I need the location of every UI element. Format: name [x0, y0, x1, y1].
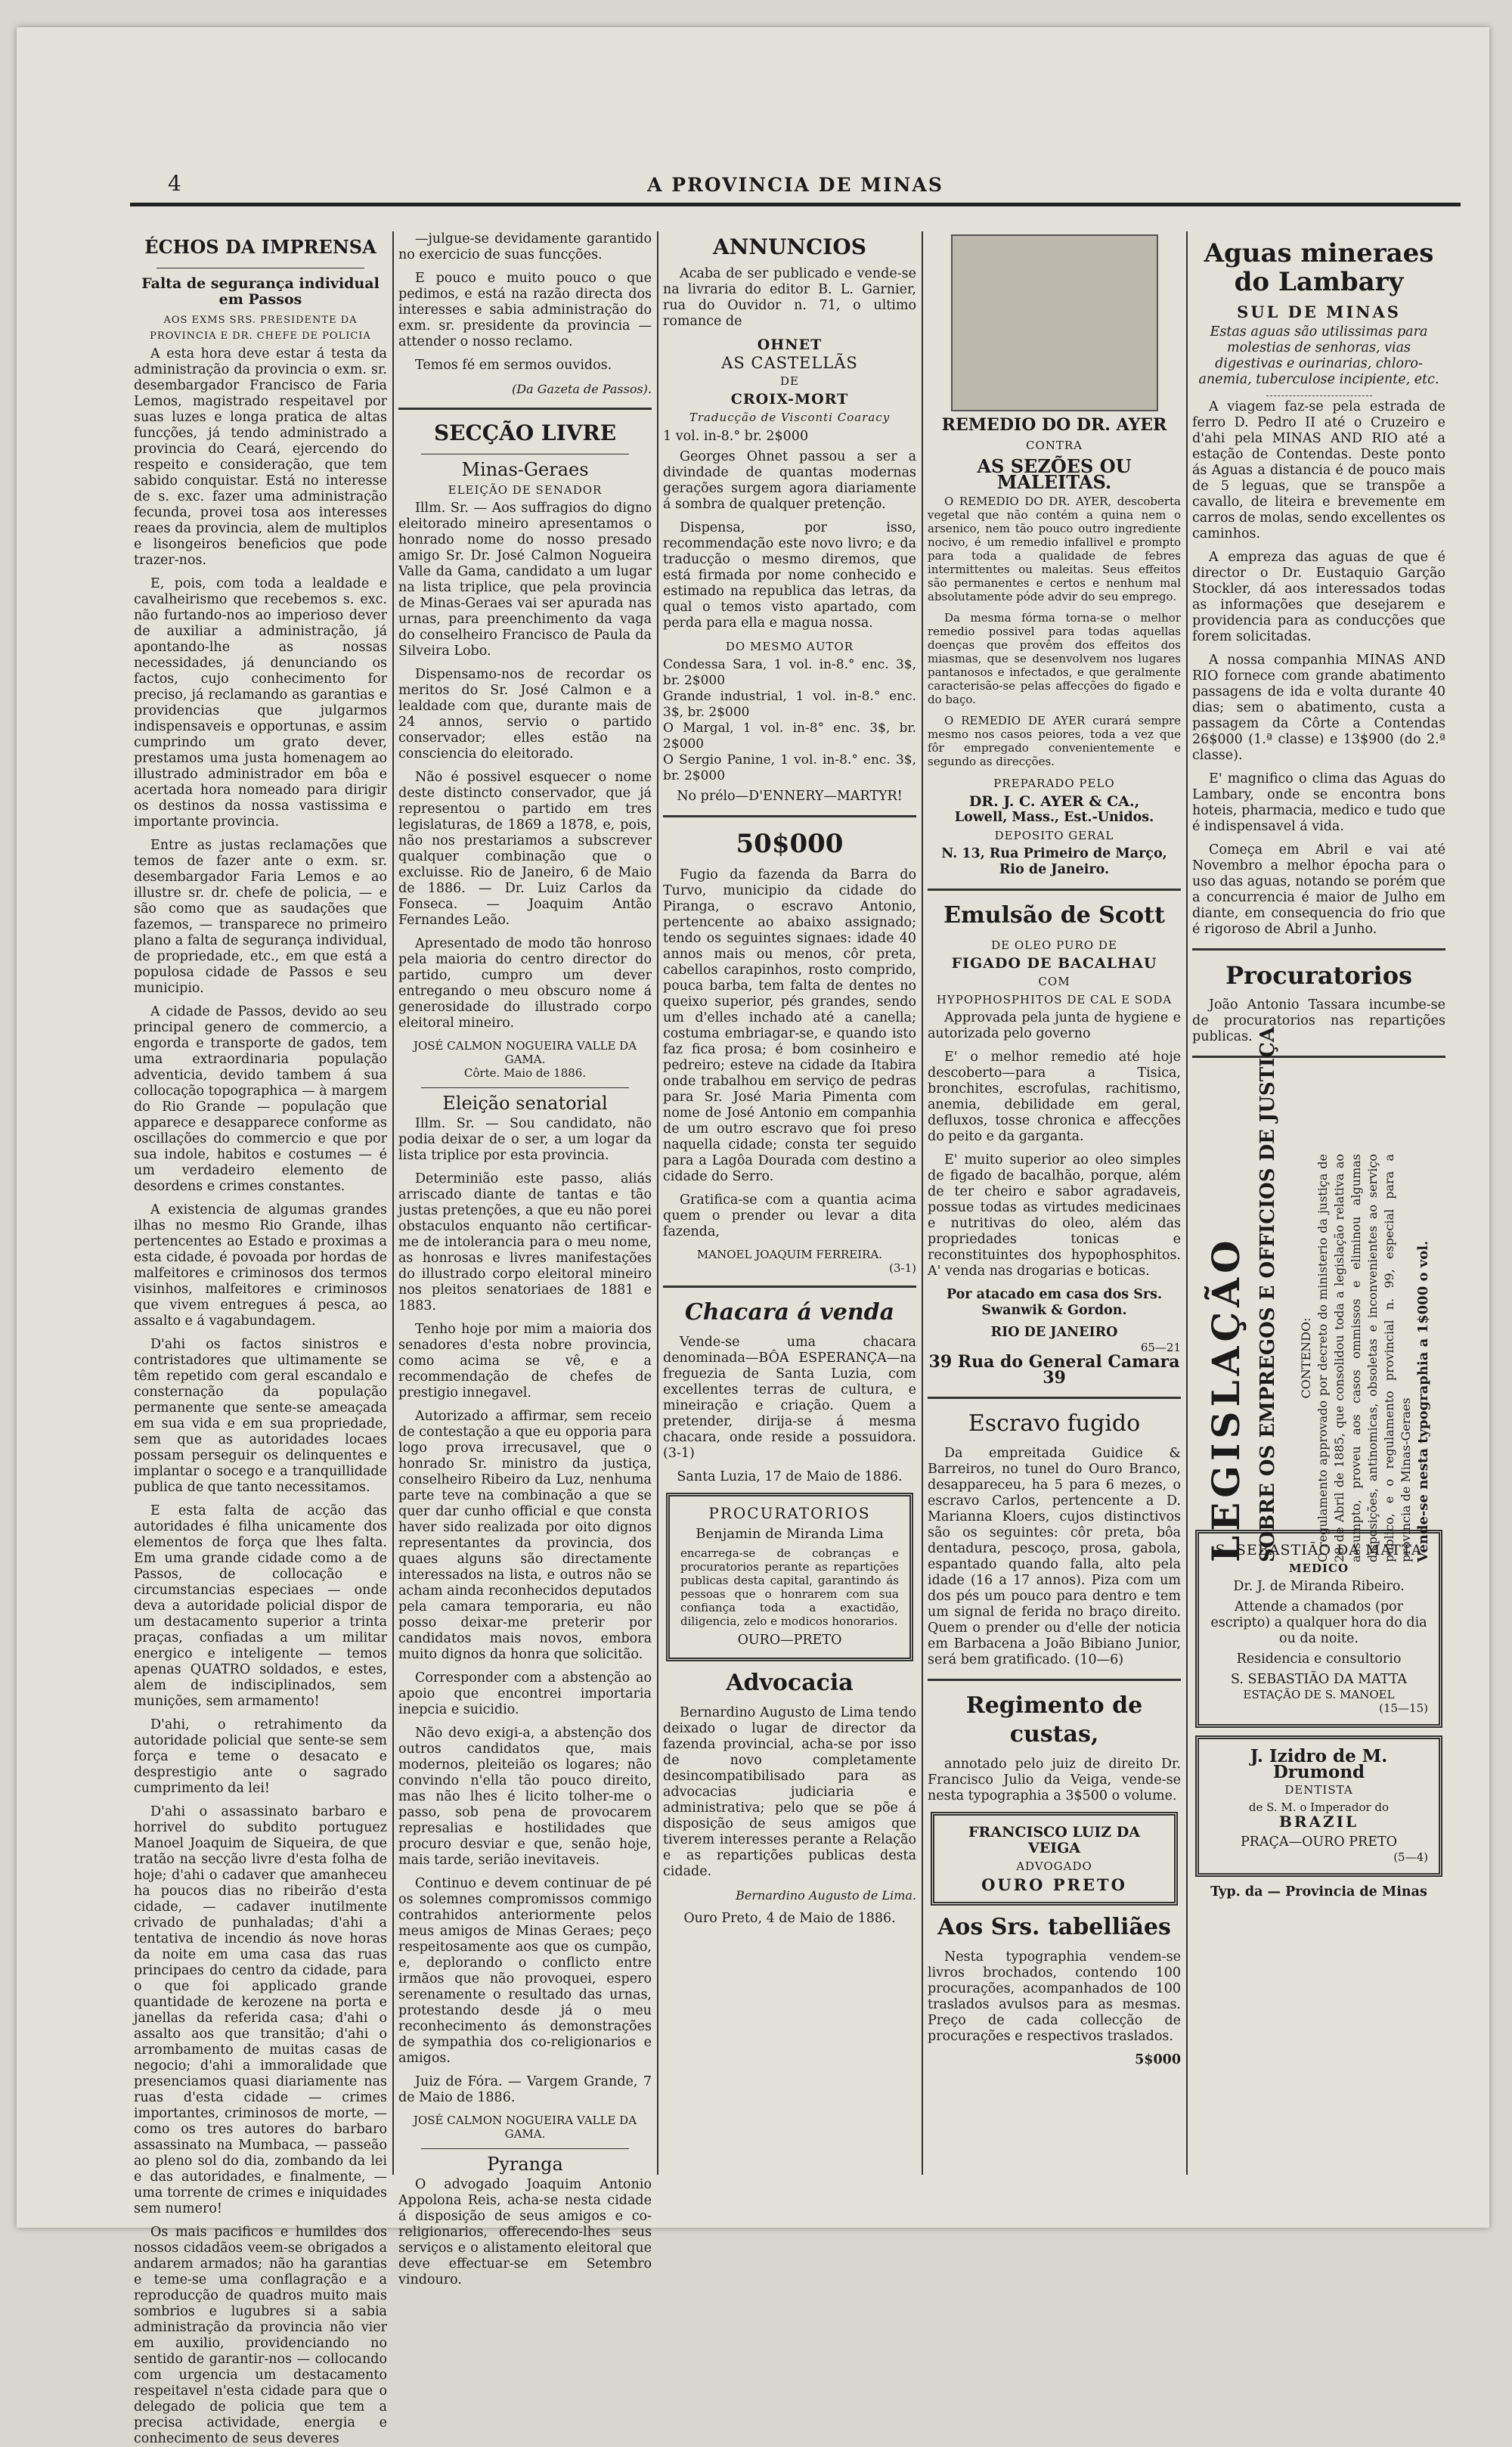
paragraph: Fugio da fazenda da Barra do Turvo, municipio da cidade do Piranga, o escravo Antonio, pertencente ao abaixo assignado; tendo os seguintes signaes: idade 40 annos mais ou menos, côr preta, cabellos carapinhos, rosto comprido, pouca barba, tem falta de dentes no queixo superior, pés grandes, sendo um d'elles inchado até a canella; costuma embriagar-se, e quando isto faz fica prosa; é bom cosinheiro e pedreiro; esteve na cidade da Itabira onde trabalhou em serviço de pedras para Sr. José Maria Pimenta com nome de José Antonio em companhia de um outro escravo que foi preso naquella cidade; consta ter seguido para a Lagôa Dourada com destino a cidade do Serro. — [663, 867, 916, 1184]
same-author-label: DO MESMO AUTOR — [725, 640, 854, 653]
advocacia-text: Bernardino Augusto de Lima tendo deixado o lugar de director da fazenda provincial, acha-se por isso de novo completamente desincompatibilisado para as advocacias judiciaria e administrativa; pelo que se põe á disposição de seus amigos que tiverem interesses perante a Relação e as repartições publicas desta cidade. — [663, 1705, 916, 1879]
scott-title: Emulsão de Scott — [943, 902, 1165, 929]
ayer-illustration — [951, 234, 1158, 411]
paragraph: A viagem faz-se pela estrada de ferro D. Pedro II até o Cruzeiro e d'ahi pela MINAS AND RIO até a estação de Contendas. Deste ponto ás Aguas a distancia é de pouco mais de 5 leguas, que se transpõe a cavallo, de liteira e brevemente em carros de molas, sendo excellentes os caminhos. — [1192, 399, 1445, 541]
eleicao-senatorial-title: Eleição senatorial — [442, 1093, 608, 1114]
paragraph: Determinião este passo, aliás arriscado diante de tantas e tão justas pretenções, a que eu não porei obstaculos enquanto não certificar-me de intolerancia para o meu nome, as honrosas e livres manifestações do illustrado corpo eleitoral mineiro nos pleitos senatoriaes de 1881 e 1883. — [398, 1171, 652, 1313]
legislacao-body: O regulamento approvado por decreto do ministerio da justiça de 28 de Abril de 1885, que consolidou toda a legislação relativa ao assumpto, proveu aos casos ommissos e eliminou algumas disposições, antinomicas, obsoletas e inconvenientes ao serviço publico, e o regulamento provincial n. 99, especial para a provincia de Minas-Geraes — [1315, 1154, 1413, 1562]
scott-wholesale: Por atacado em casa dos Srs. Swanwik & Gordon. — [946, 1287, 1163, 1318]
paragraph: O REMEDIO DE AYER curará sempre mesmo nos casos peiores, toda a vez que fôr empregado convenientemente e segundo as direcções. — [928, 714, 1181, 768]
newspaper-page — [17, 27, 1489, 2446]
matta-residence: Residencia e consultorio — [1236, 1651, 1402, 1667]
ayer-deposit: N. 13, Rua Primeiro de Março, Rio de Janeiro. — [941, 846, 1167, 877]
scott-com: COM — [1038, 975, 1070, 988]
regimento-title: Regimento de custas, — [965, 1692, 1143, 1748]
newspaper-title: A PROVINCIA DE MINAS — [647, 174, 943, 196]
paragraph: Illm. Sr. — Sou candidato, não podia deixar de o ser, a um logar da lista triplice por esta provincia. — [398, 1116, 652, 1163]
minas-geraes-title: Minas-Geraes — [461, 459, 589, 480]
matta-doctor: Dr. J. de Miranda Ribeiro. — [1233, 1579, 1405, 1594]
no-prelo: No prélo—D'ENNERY—MARTYR! — [677, 789, 903, 804]
paragraph: Dispensa, por isso, recommendação este novo livro; e da traducção o mesmo diremos, que está firmada por nome conhecido e estimado na republica das letras, da qual o temos visto apartado, com perda para ella e magua nossa. — [663, 520, 916, 631]
drumond-name: J. Izidro de M. Drumond — [1250, 1746, 1388, 1782]
divider — [1192, 1056, 1445, 1058]
regimento-text: annotado pelo juiz de direito Dr. Francisco Julio da Veiga, vende-se nesta typographia a 3$500 o volume. — [928, 1757, 1181, 1803]
paragraph: Entre as justas reclamações que temos de fazer ante o exm. sr. desembargador Faria Lemos e ao illustre sr. dr. chefe de policia, — e são como que as saudações que fazemos, — transparece no primeiro plano a falta de segurança individual, de propriedade, etc., em que está a populosa cidade de Passos e seu municipio. — [134, 838, 387, 996]
paragraph: Tenho hoje por mim a maioria dos senadores d'esta nobre provincia, como acima se vê, e a recommendação de chefes de prestigio innegavel. — [398, 1322, 652, 1400]
paragraph: A empreza das aguas de que é director o Dr. Eustaquio Garção Stockler, dá aos interessados todas as informações que desejarem e providencia para as conducções que forem solicitadas. — [1192, 550, 1445, 644]
book-price: 1 vol. in-8.° br. 2$000 — [663, 429, 809, 444]
paragraph: D'ahi os factos sinistros e contristadores que ultimamente se têm repetido com geral escandalo e consternação da população permanente que sente-se ameaçada em sua vida e em sua propriedade, sem que as autoridades locaes possam perseguir os delinquentes e implantar o socego e a tranquillidade publica de que tanto necessitamos. — [134, 1337, 387, 1495]
paragraph: Illm. Sr. — Aos suffragios do digno eleitorado mineiro apresentamos o honrado nome do nosso presado amigo Sr. Dr. José Calmon Nogueira Valle da Gama, candidato a um lugar na lista triplice, que pela provincia de Minas-Geraes vai ser apurada nas urnas, para preenchimento da vaga do conselheiro Francisco de Paula da Silveira Lobo. — [398, 501, 652, 659]
matta-code: (15—15) — [1379, 1701, 1428, 1715]
tabelliaes-price: 5$000 — [1135, 2052, 1181, 2067]
divider — [663, 815, 916, 817]
legislacao-contendo: CONTENDO: — [1299, 1317, 1313, 1399]
escravo-text: Da empreitada Guidice & Barreiros, no tunel do Ouro Branco, desappareceu, ha 5 para 6 mezes, o escravo Carlos, pertencente a D. Marianna Kloers, cujos distinctivos são os seguintes: côr preta, bôa dentadura, pescoço, prosa, gabola, espantado quando falla, alto pela idade (16 a 17 annos). Piza com um dos pés um pouco para dentro e tem um signal de ferida no braço direito. Quem o prender ou d'elle der noticia em Barbacena a João Bibiano Junior, será bem gratificado. (10—6) — [928, 1446, 1181, 1667]
ayer-body — [928, 495, 1181, 768]
veiga-role: ADVOGADO — [1016, 1859, 1092, 1873]
reward-title: 50$000 — [736, 829, 844, 859]
article-body — [134, 346, 387, 2447]
translator: Traducção de Visconti Coaracy — [689, 411, 891, 424]
divider — [1192, 948, 1445, 951]
scott-figado: FIGADO DE BACALHAU — [951, 955, 1157, 972]
lambary-subtitle: SUL DE MINAS — [1237, 302, 1401, 321]
annuncios-heading: ANNUNCIOS — [713, 234, 866, 259]
procuratorios-box-place: OURO—PRETO — [737, 1633, 842, 1648]
paragraph: Temos fé em sermos ouvidos. — [415, 358, 612, 373]
column-secao-livre — [398, 231, 652, 2287]
drumond-place: PRAÇA—OURO PRETO — [1240, 1834, 1398, 1850]
pyranga-title: Pyranga — [487, 2154, 563, 2175]
masthead-rule — [130, 203, 1461, 206]
paragraph: E' muito superior ao oleo simples de figado de bacalhão, porque, além de ter cheiro e sabor agradaveis, possue todas as virtudes medicinaes e nutritivas do oleo, além das propriedades tonicas e reconstituintes dos hypophosphitos. A' venda nas drogarias e boticas. — [928, 1152, 1181, 1279]
senatorial-signature: JOSÉ CALMON NOGUEIRA VALLE DA GAMA. — [413, 2114, 637, 2141]
legislacao-subtitle: SOBRE OS EMPREGOS E OFFICIOS DE JUSTIÇA — [1256, 1026, 1279, 1562]
matta-station: ESTAÇÃO DE S. MANOEL — [1243, 1688, 1395, 1701]
matta-medico: MEDICO — [1288, 1562, 1349, 1575]
procuratorios-title: Procuratorios — [1225, 961, 1413, 990]
matta-text: Attende a chamados (por escripto) a qualquer hora do dia ou da noite. — [1210, 1599, 1427, 1646]
chacara-date: Santa Luzia, 17 de Maio de 1886. — [677, 1469, 903, 1484]
scott-de-oleo: DE OLEO PURO DE — [991, 938, 1117, 952]
column-divider — [922, 231, 923, 2175]
paragraph: E pouco e muito pouco o que pedimos, e está na razão directa dos interesses e sabia administração do exm. sr. presidente da provincia — attender o nosso reclamo. — [398, 271, 652, 349]
advocacia-date: Ouro Preto, 4 de Maio de 1886. — [683, 1911, 896, 1926]
divider — [421, 2148, 629, 2149]
paragraph: Approvada pela junta de hygiene e autorizada pelo governo — [928, 1010, 1181, 1041]
minas-date: Côrte. Maio de 1886. — [463, 1066, 587, 1080]
paragraph: Grande industrial, 1 vol. in-8.° enc. 3$, br. 2$000 — [663, 689, 916, 720]
author-name: OHNET — [757, 337, 823, 353]
veiga-place: OURO PRETO — [981, 1875, 1127, 1894]
garnier-text: Acaba de ser publicado e vende-se na livraria do editor B. L. Garnier, rua do Ouvidor n. 71, o ultimo romance de — [663, 266, 916, 329]
veiga-box — [931, 1812, 1178, 1906]
paragraph: O Sergio Panine, 1 vol. in-8.° enc. 3$, br. 2$000 — [663, 752, 916, 783]
legislacao-title: LEGISLAÇÃO — [1204, 1236, 1248, 1562]
divider — [663, 1286, 916, 1288]
advocacia-title: Advocacia — [726, 1670, 854, 1696]
ayer-location: Lowell, Mass., Est.-Unidos. — [954, 810, 1154, 825]
lambary-body — [1192, 399, 1445, 938]
paragraph: Começa em Abril e vai até Novembro a melhor épocha para o uso das aguas, notando se porém que a concurrencia é maior de Julho em diante, em consequencia do frio que é rigoroso de Abril a Junho. — [1192, 842, 1445, 937]
scott-city: RIO DE JANEIRO — [990, 1325, 1118, 1340]
paragraph: Georges Ohnet passou a ser a divindade de quantas modernas gerações surgem agora diariamente á sombra de qualquer pretenção. — [663, 449, 916, 512]
book-de: DE — [780, 374, 799, 388]
chacara-title: Chacara á venda — [684, 1299, 895, 1326]
paragraph: E' o melhor remedio até hoje descoberto—para a Tisica, bronchites, escrofulas, rachitismo, anemia, debilidade em geral, defluxos, tosse chronica e affecções do peito e da garganta. — [928, 1050, 1181, 1144]
divider — [421, 1087, 629, 1088]
divider — [928, 1397, 1181, 1399]
paragraph: D'ahi, o retrahimento da autoridade policial que sente-se sem força e teme o desacato e desprestigio ante o sagrado cumprimento da lei! — [134, 1717, 387, 1796]
legislacao-price: Vende-se nesta typographia a 1$000 o vol. — [1415, 1240, 1431, 1562]
paragraph: E, pois, com toda a lealdade e cavalheirismo que recebemos s. exc. não furtando-nos ao imperioso dever de auxiliar a administração, já apontando-lhe as nossas necessidades, já denunciando os factos, cujo conhecimento for preciso, já reclamando as garantias e providencias que julgarmos indispensaveis e opportunas, e assim cumprindo um grato dever, prestamos uma justa homenagem ao illustrado administrador em bôa e acertada hora nomeado para dirigir os destinos da nossa vastissima e importante provincia. — [134, 576, 387, 830]
paragraph: D'ahi o assassinato barbaro e horrivel do subdito portuguez Manoel Joaquim de Siqueira, de que tratão na secção livre d'esta folha de hoje; d'ahi o cadaver que amanheceu ha poucos dias no ribeirão d'esta cidade, — cadaver inutilmente crivado de punhaladas; d'ahi a tentativa de incendio ás nove horas da noite em uma casa das ruas principaes do centro da cidade, para o que foi applicado grande quantidade de kerozene na porta e janellas da referida casa; d'ahi o assalto aos que transitão; d'ahi o arrombamento de muitas casas de negocio; d'ahi a immoralidade que presenciamos quasi diariamente nas ruas d'esta cidade — crimes importantes, criminosos de morte, — como os tres autores do barbaro assassinato na Mumbaca, — passeão ao pleno sol do dia, zombando da lei e das autoridades, e finalmente, — uma torrente de crimes e iniquidades sem numero! — [134, 1804, 387, 2216]
secao-livre-heading: SECÇÃO LIVRE — [433, 420, 617, 445]
paragraph: A esta hora deve estar á testa da administração da provincia o exm. sr. desembargador Francisco de Faria Lemos, magistrado respeitavel por suas luzes e longa pratica de altas funcções, já tendo administrado a provincia do Ceará, ejercendo do respeito e consideração, que tem sabido conquistar. Está no interesse de s. exc. fazer uma administração fecunda, provei tosa aos interesses reaes da provincia, alem de multiplos e lisongeiros beneficios que pode trazer-nos. — [134, 346, 387, 568]
senatorial-body — [398, 1116, 652, 2067]
column-divider — [392, 231, 394, 2175]
ayer-subtitle: AS SEZÕES OU MALEITAS. — [977, 455, 1132, 493]
veiga-name: FRANCISCO LUIZ DA VEIGA — [968, 1824, 1140, 1856]
paragraph: E esta falta de acção das autoridades é filha unicamente dos elementos de força que lhes falta. Em uma grande cidade como a de Passos, de collocação e circumstancias especiaes — onde deva a autoridade policial dispor de um destacamento superior a trinta praças, confiadas a um militar energico e inteligente — temos apenas QUATRO soldados, e estes, alem de indisciplinados, sem munições, sem armamento! — [134, 1503, 387, 1709]
paragraph: A cidade de Passos, devido ao seu principal genero de commercio, a engorda e transporte de gados, tem uma extraordinaria população adventicia, devido tambem á sua collocação topographica — à margem do Rio Grande — população que apparece e desapparece conforme as oscillações do commercio e que por sua indole, habitos e costumes — é um verdadeiro elemento de desordens e crimes constantes. — [134, 1004, 387, 1194]
paragraph: Autorizado a affirmar, sem receio de contestação a que eu opporia para logo prova irrecusavel, que o honrado Sr. ministro da justiça, conselheiro Ribeiro da Luz, nenhuma parte teve na combinação a que se quer dar cunho official e que consta haver sido realizada por oito dignos representantes da provincia, dos quaes alguns são directamente interessados na lista, e outros não se acham ainda reconhecidos deputados pela camara temporaria, eu não posso deixar-me preterir por candidatos mais novos, embora muito dignos da honra que solicitão. — [398, 1409, 652, 1662]
divider — [398, 408, 652, 410]
paragraph: Não é possivel esquecer o nome deste distincto conservador, que já representou o partido em tres legislaturas, de 1869 a 1878, e, pois, não nos prestariamos a subscrever qualquer combinação que o excluisse. Rio de Janeiro, 6 de Maio de 1886. — Dr. Luiz Carlos da Fonseca. — Joaquim Antão Fernandes Leão. — [398, 770, 652, 928]
intro-text — [398, 231, 652, 374]
column-divider — [657, 231, 658, 2175]
legislacao-ad — [1204, 1026, 1445, 1593]
senatorial-place: Juiz de Fóra. — Vargem Grande, 7 de Maio de 1886. — [398, 2074, 652, 2105]
procuratorios-box-title: PROCURATORIOS — [708, 1504, 871, 1522]
drumond-code: (5—4) — [1393, 1850, 1428, 1864]
drumond-of: de S. M. o Imperador do — [1248, 1800, 1390, 1814]
article-title: Falta de segurança individual em Passos — [141, 275, 380, 308]
paragraph: Da mesma fórma torna-se o melhor remedio possivel para todas aquellas doenças que provêm dos effeitos dos miasmas, que se desenvolvem nos lugares pantanosos e infectados, e que geralmente caracterisão-se pelas affecções do figado e do baço. — [928, 611, 1181, 706]
paragraph: A existencia de algumas grandes ilhas no mesmo Rio Grande, ilhas pertencentes ao Estado e proximas a esta cidade, é povoada por hordas de malfeitores e criminosos dos termos visinhos, malfeitores e criminosos que vivem entregues á pesca, ao assalto e á vagabundagem. — [134, 1202, 387, 1329]
drumond-country: BRAZIL — [1278, 1813, 1359, 1831]
book-title: AS CASTELLÃS — [721, 354, 858, 372]
matta-title: S. SEBASTIÃO DA MATTA — [1215, 1542, 1423, 1558]
minas-signature: JOSÉ CALMON NOGUEIRA VALLE DA GAMA. — [413, 1039, 637, 1066]
printer-footer: Typ. da — Provincia de Minas — [1210, 1884, 1427, 1900]
tabelliaes-text: Nesta typographia vendem-se livros brochados, contendo 100 procurações, acompanhados de 100 traslados avulsos para as mesmas. Preço de cada collecção de procurações e respectivos traslados. — [928, 1949, 1181, 2044]
ayer-company: DR. J. C. AYER & CA., — [968, 793, 1140, 810]
ayer-title: REMEDIO DO DR. AYER — [941, 415, 1167, 435]
book-list — [663, 657, 916, 784]
paragraph: Apresentado de modo tão honroso pela maioria do centro director do partido, cumpro um dever entregando o meu obscuro nome á generosidade do illustrado corpo eleitoral mineiro. — [398, 936, 652, 1031]
paragraph: A nossa companhia MINAS AND RIO fornece com grande abatimento passagens de ida e volta durante 40 dias; sem o abatimento, custa a passagem da Côrte a Contendas 26$000 (1.ª classe) e 13$900 (do 2.ª classe). — [1192, 653, 1445, 763]
scott-address: 39 Rua do General Camara 39 — [928, 1352, 1180, 1388]
fugitive-body — [663, 867, 916, 1240]
source-citation: (Da Gazeta de Passos). — [512, 382, 652, 396]
column-advertisements — [928, 231, 1181, 2175]
divider — [1266, 395, 1372, 396]
escravo-title: Escravo fugido — [968, 1410, 1141, 1437]
chacara-text: Vende-se uma chacara denominada—BÔA ESPERANÇA—na freguezia de Santa Luzia, com excellentes terras de cultura, e mineiração e criação. Quem a pretender, dirija-se á mesma chacara, onde reside a possuidora. (3-1) — [663, 1335, 916, 1461]
divider — [928, 889, 1181, 891]
ayer-deposit-label: DEPOSITO GERAL — [994, 829, 1114, 842]
advocacia-signature: Bernardino Augusto de Lima. — [736, 1888, 916, 1903]
procuratorios-text: João Antonio Tassara incumbe-se de procuratorios nas repartições publicas. — [1192, 997, 1445, 1044]
column-divider — [1186, 231, 1188, 2175]
divider — [928, 1679, 1181, 1681]
eleicao-subtitle: ELEIÇÃO DE SENADOR — [448, 483, 603, 497]
matta-place: S. SEBASTIÃO DA MATTA — [1230, 1672, 1408, 1687]
paragraph: O Margal, 1 vol. in-8° enc. 3$, br. 2$000 — [663, 721, 916, 752]
fugitive-code: (3-1) — [889, 1261, 916, 1275]
masthead — [130, 163, 1461, 209]
paragraph: Dispensamo-nos de recordar os meritos do Sr. José Calmon e a lealdade com que, durante mais de 24 annos, servio o partido conservador; elles estão na consciencia do eleitorado. — [398, 667, 652, 761]
echos-heading: ÉCHOS DA IMPRENSA — [144, 236, 376, 258]
paragraph: O REMEDIO DO DR. AYER, descoberta vegetal que não contém a quina nem o arsenico, nem tão pouco outro ingrediente nocivo, é um remedio infallivel e prompto para toda a qualidade de febres intermittentes ou maleitas. Seus effeitos são permanentes e certos e nenhum mal absolutamente póde advir do seu emprego. — [928, 495, 1181, 603]
fugitive-signature: MANOEL JOAQUIM FERREIRA. — [696, 1248, 883, 1261]
paragraph: Condessa Sara, 1 vol. in-8.° enc. 3$, br. 2$000 — [663, 657, 916, 688]
book-subtitle: CROIX-MORT — [730, 391, 849, 408]
paragraph: —julgue-se devidamente garantido no exercicio de suas funcções. — [398, 231, 652, 262]
drumond-role: DENTISTA — [1284, 1783, 1353, 1797]
procuratorios-box-name: Benjamin de Miranda Lima — [696, 1526, 884, 1542]
scott-hypo: HYPOPHOSPHITOS DE CAL E SODA — [936, 993, 1173, 1006]
tabelliaes-title: Aos Srs. tabelliães — [937, 1914, 1171, 1940]
drumond-box — [1195, 1735, 1442, 1877]
paragraph: Continuo e devem continuar de pé os solemnes compromissos commigo contrahidos anteriormente pelos meus amigos de Minas Geraes; peço respeitosamente aos que os cumpão, e, deplorando o conflicto entre irmãos que não provoquei, espero serenamente o resultado das urnas, protestando desde já o meu reconhecimento ás demonstrações de sympathia dos co-religionarios e amigos. — [398, 1876, 652, 2066]
paragraph: Não devo exigi-a, a abstenção dos outros candidatos que, mais modernos, pleiteião os logares; não convindo n'ella tão pouco direito, mas não lhes é licito tolher-me o passo, sob pena de provocarem represalias e hostilidades que procuro desviar e que, senão hoje, mais tarde, serião inevitaveis. — [398, 1726, 652, 1868]
lambary-tagline: Estas aguas são utilissimas para molestias de senhoras, vias digestivas e ourinarias, chloro-anemia, tuberculose incipiente, etc. — [1198, 324, 1439, 387]
paragraph: Os mais pacificos e humildes dos nossos cidadãos veem-se obrigados a andarem armados; não ha garantias e teme-se uma conflagração e a reproducção de quadros muito mais sombrios e lugubres si a sabia administração da provincia não vier em auxilio, providenciando no sentido de garantir-nos — collocando com urgencia um destacamento respeitavel n'esta cidade para que o delegado de policia que tem a precisa actividade, energia e conhecimento de seus deveres — [134, 2225, 387, 2446]
paragraph: Gratifica-se com a quantia acima quem o prender ou levar a dita fazenda, — [663, 1192, 916, 1239]
lambary-title: Aguas mineraes do Lambary — [1204, 238, 1434, 297]
procuratorios-box-text: encarrega-se de cobranças e procuratorios perante as repartições publicas desta capital, garantindo ás pessoas que o honrarem com sua confiança toda a exactidão, diligencia, zelo e modicos honorarios. — [680, 1546, 899, 1628]
minas-geraes-body — [398, 501, 652, 1031]
column-echos — [134, 231, 387, 2446]
page-number: 4 — [168, 171, 181, 196]
ayer-prepared: PREPARADO PELO — [993, 777, 1115, 790]
paragraph: Corresponder com a abstenção ao apoio que encontrei importaria inepcia e suicidio. — [398, 1670, 652, 1717]
book-review — [663, 449, 916, 631]
paragraph: E' magnifico o clima das Aguas do Lambary, onde se encontra bons hoteis, pharmacia, medico e tudo que é indispensavel á vida. — [1192, 771, 1445, 834]
procuratorios-box — [666, 1493, 913, 1661]
pyranga-text: O advogado Joaquim Antonio Appolona Reis, acha-se nesta cidade á disposição de seus amigos e co-religionarios, offerecendo-lhes seus serviços e o alistamento eleitoral que deve effectuar-se em Setembro vindouro. — [398, 2177, 652, 2287]
ayer-contra: CONTRA — [1025, 439, 1083, 452]
legislacao-text — [1298, 1154, 1414, 1562]
scott-code: 65—21 — [1140, 1341, 1181, 1354]
column-annuncios — [663, 231, 916, 2175]
scott-body — [928, 1010, 1181, 1279]
article-address: AOS EXMS SRS. PRESIDENTE DA PROVINCIA E DR. CHEFE DE POLICIA — [150, 315, 371, 342]
